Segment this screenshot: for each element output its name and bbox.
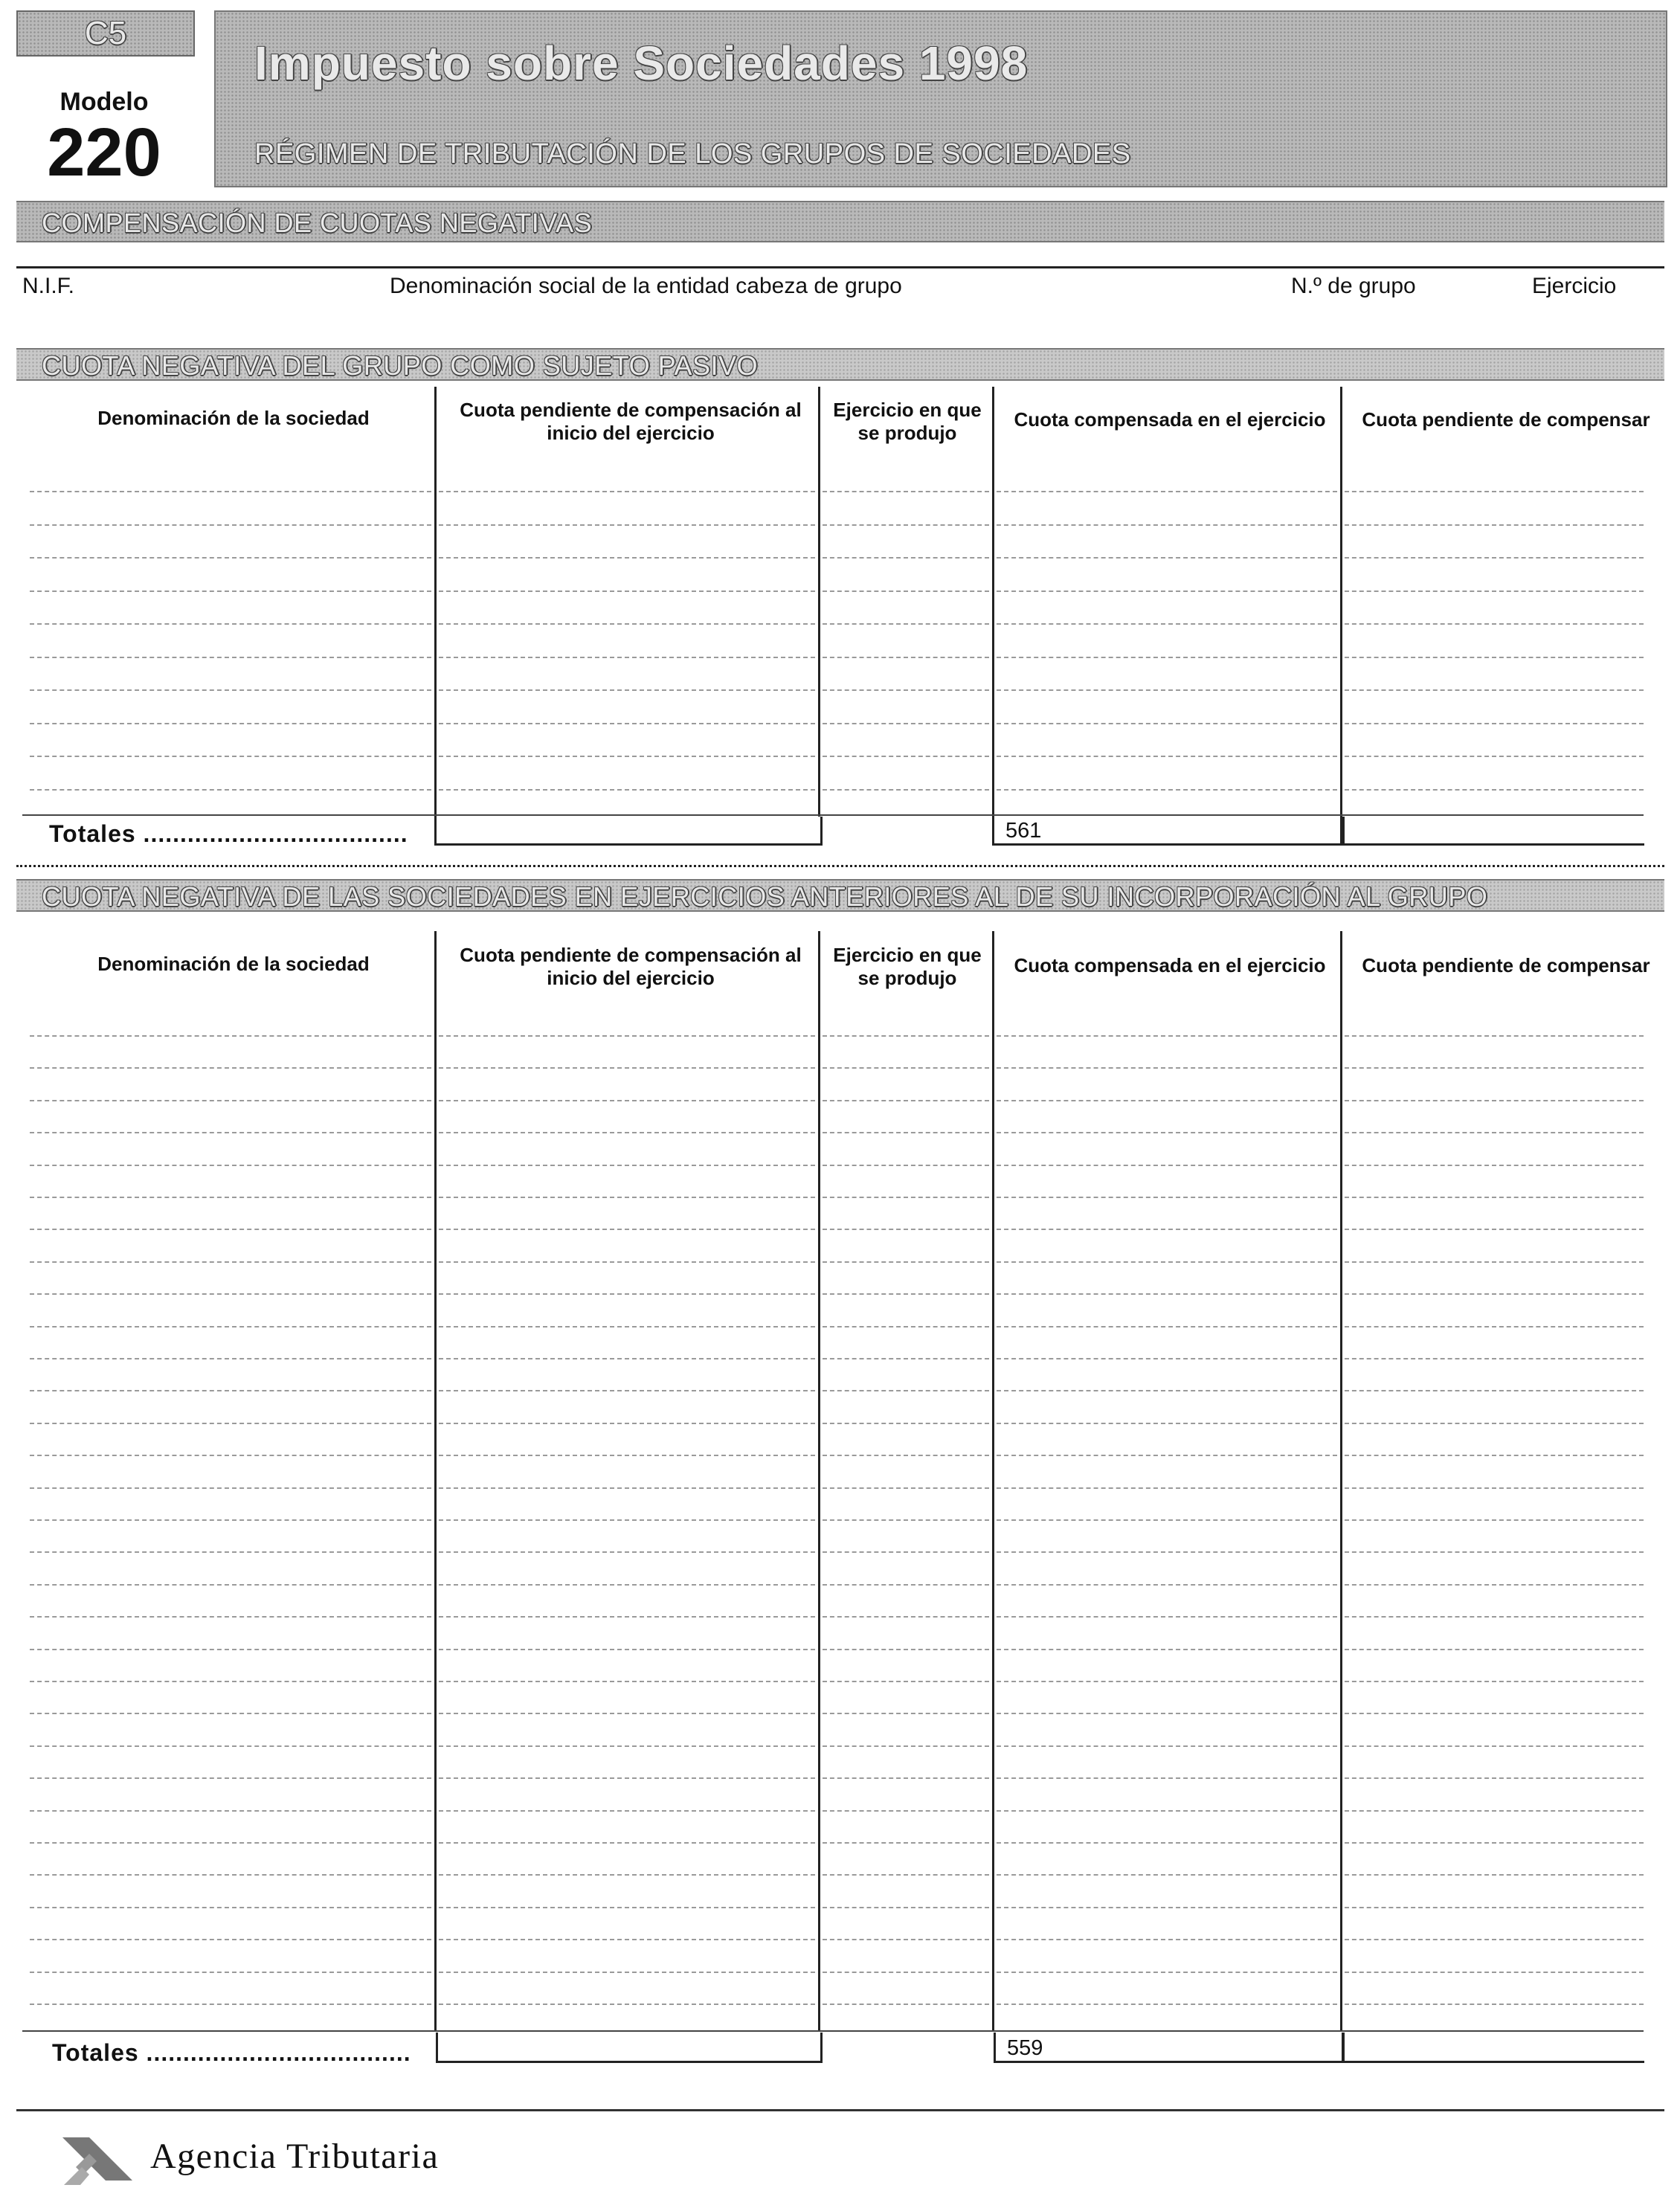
section2-row-29-col-3-field[interactable] bbox=[823, 1939, 989, 1940]
section2-row-13-col-5-field[interactable] bbox=[1345, 1423, 1644, 1424]
form-subtitle: RÉGIMEN DE TRIBUTACIÓN DE LOS GRUPOS DE SOCIEDADES bbox=[254, 138, 1131, 170]
section1-row-2-col-1-field[interactable] bbox=[30, 524, 431, 526]
section2-row-15-col-2-field[interactable] bbox=[439, 1487, 815, 1489]
section1-row-7-col-3-field[interactable] bbox=[823, 689, 989, 691]
section1-row-10-col-2-field[interactable] bbox=[439, 789, 815, 791]
section2-title: CUOTA NEGATIVA DE LAS SOCIEDADES EN EJERCICIOS ANTERIORES AL DE SU INCORPORACIÓN AL GRUPO bbox=[42, 881, 1488, 912]
section2-total-compensada-box[interactable] bbox=[994, 2033, 1345, 2063]
section2-row-16-col-4-field[interactable] bbox=[997, 1519, 1337, 1521]
section2-row-14-col-4-field[interactable] bbox=[997, 1455, 1337, 1456]
section2-row-1-col-2-field[interactable] bbox=[439, 1035, 815, 1037]
modelo-label: Modelo bbox=[59, 88, 149, 116]
section2-row-6-col-3-field[interactable] bbox=[823, 1197, 989, 1198]
section1-row-7-col-4-field[interactable] bbox=[997, 689, 1337, 691]
col-cuota-pendiente-inicio-header: Cuota pendiente de compensación al inicio del ejercicio bbox=[460, 944, 802, 989]
section1-row-2-col-3-field[interactable] bbox=[823, 524, 989, 526]
section2-banner bbox=[16, 879, 1664, 912]
section2-row-22-col-1-field[interactable] bbox=[30, 1713, 431, 1714]
section1-row-4-col-1-field[interactable] bbox=[30, 590, 431, 592]
section2-row-8-col-1-field[interactable] bbox=[30, 1261, 431, 1263]
section1-row-5-col-4-field[interactable] bbox=[997, 623, 1337, 625]
section2-row-22-col-4-field[interactable] bbox=[997, 1713, 1337, 1714]
section1-row-5-col-5-field[interactable] bbox=[1345, 623, 1644, 625]
section2-row-3-col-5-field[interactable] bbox=[1345, 1100, 1644, 1101]
section2-row-7-col-5-field[interactable] bbox=[1345, 1229, 1644, 1230]
section2-total-pendiente-inicio-box[interactable] bbox=[436, 2033, 823, 2063]
section1-row-10-col-3-field[interactable] bbox=[823, 789, 989, 791]
section1-row-4-col-2-field[interactable] bbox=[439, 590, 815, 592]
section2-row-21-col-5-field[interactable] bbox=[1345, 1681, 1644, 1682]
section2-row-3-col-2-field[interactable] bbox=[439, 1100, 815, 1101]
footer-rule bbox=[16, 2109, 1664, 2111]
section1-row-9-col-3-field[interactable] bbox=[823, 756, 989, 757]
section2-row-4-col-2-field[interactable] bbox=[439, 1132, 815, 1133]
section1-totals-code: 561 bbox=[1005, 819, 1042, 843]
section2-row-2-col-3-field[interactable] bbox=[823, 1067, 989, 1069]
section2-row-24-col-5-field[interactable] bbox=[1345, 1777, 1644, 1779]
section2-row-2-col-1-field[interactable] bbox=[30, 1067, 431, 1069]
section1-row-2-col-4-field[interactable] bbox=[997, 524, 1337, 526]
section2-row-28-col-2-field[interactable] bbox=[439, 1907, 815, 1908]
agency-name: Agencia Tributaria bbox=[150, 2137, 440, 2176]
section1-banner bbox=[16, 348, 1664, 381]
section2-row-21-col-1-field[interactable] bbox=[30, 1681, 431, 1682]
section1-row-10-col-5-field[interactable] bbox=[1345, 789, 1644, 791]
form-title: Impuesto sobre Sociedades 1998 bbox=[254, 36, 1029, 90]
section2-row-17-col-1-field[interactable] bbox=[30, 1551, 431, 1553]
section2-row-27-col-4-field[interactable] bbox=[997, 1874, 1337, 1876]
section1-row-9-col-5-field[interactable] bbox=[1345, 756, 1644, 757]
section2-row-30-col-2-field[interactable] bbox=[439, 1972, 815, 1973]
section2-row-5-col-4-field[interactable] bbox=[997, 1165, 1337, 1166]
section2-row-21-col-4-field[interactable] bbox=[997, 1681, 1337, 1682]
section2-row-16-col-3-field[interactable] bbox=[823, 1519, 989, 1521]
form-code: C5 bbox=[84, 15, 127, 51]
section2-row-14-col-1-field[interactable] bbox=[30, 1455, 431, 1456]
section1-col-divider bbox=[818, 387, 820, 817]
section2-row-13-col-2-field[interactable] bbox=[439, 1423, 815, 1424]
section2-row-8-col-4-field[interactable] bbox=[997, 1261, 1337, 1263]
section2-row-1-col-5-field[interactable] bbox=[1345, 1035, 1644, 1037]
section2-row-23-col-3-field[interactable] bbox=[823, 1745, 989, 1747]
section2-row-16-col-1-field[interactable] bbox=[30, 1519, 431, 1521]
section2-row-23-col-2-field[interactable] bbox=[439, 1745, 815, 1747]
section2-row-3-col-3-field[interactable] bbox=[823, 1100, 989, 1101]
section2-row-19-col-2-field[interactable] bbox=[439, 1616, 815, 1618]
section2-row-15-col-5-field[interactable] bbox=[1345, 1487, 1644, 1489]
section2-row-29-col-5-field[interactable] bbox=[1345, 1939, 1644, 1940]
section2-row-18-col-4-field[interactable] bbox=[997, 1584, 1337, 1586]
section2-row-12-col-2-field[interactable] bbox=[439, 1390, 815, 1391]
section1-totals-label: Totales .................................... bbox=[49, 820, 408, 847]
section2-row-24-col-2-field[interactable] bbox=[439, 1777, 815, 1779]
section2-row-4-col-5-field[interactable] bbox=[1345, 1132, 1644, 1133]
section2-row-5-col-2-field[interactable] bbox=[439, 1165, 815, 1166]
section2-row-21-col-3-field[interactable] bbox=[823, 1681, 989, 1682]
section2-row-18-col-5-field[interactable] bbox=[1345, 1584, 1644, 1586]
header-title-panel bbox=[214, 10, 1667, 187]
section2-row-20-col-3-field[interactable] bbox=[823, 1649, 989, 1650]
col-cuota-pendiente-inicio-header: Cuota pendiente de compensación al inicio del ejercicio bbox=[460, 399, 802, 444]
section1-col-divider bbox=[1340, 387, 1342, 817]
section1-total-compensada-box[interactable] bbox=[992, 817, 1345, 846]
section2-row-18-col-3-field[interactable] bbox=[823, 1584, 989, 1586]
section2-row-23-col-5-field[interactable] bbox=[1345, 1745, 1644, 1747]
ejercicio-label: Ejercicio bbox=[1532, 274, 1617, 298]
section2-row-20-col-5-field[interactable] bbox=[1345, 1649, 1644, 1650]
section2-row-1-col-4-field[interactable] bbox=[997, 1035, 1337, 1037]
form-code-box bbox=[16, 10, 195, 57]
section2-row-12-col-3-field[interactable] bbox=[823, 1390, 989, 1391]
section2-row-29-col-4-field[interactable] bbox=[997, 1939, 1337, 1940]
section2-row-23-col-1-field[interactable] bbox=[30, 1745, 431, 1747]
section2-row-5-col-5-field[interactable] bbox=[1345, 1165, 1644, 1166]
section2-row-27-col-1-field[interactable] bbox=[30, 1874, 431, 1876]
section2-row-17-col-4-field[interactable] bbox=[997, 1551, 1337, 1553]
section2-row-28-col-3-field[interactable] bbox=[823, 1907, 989, 1908]
section2-row-9-col-1-field[interactable] bbox=[30, 1293, 431, 1295]
section2-row-11-col-1-field[interactable] bbox=[30, 1358, 431, 1359]
section1-row-1-col-5-field[interactable] bbox=[1345, 491, 1644, 492]
section1-total-pendiente-inicio-box[interactable] bbox=[434, 817, 823, 846]
section2-row-28-col-5-field[interactable] bbox=[1345, 1907, 1644, 1908]
section2-row-9-col-4-field[interactable] bbox=[997, 1293, 1337, 1295]
section2-row-31-col-2-field[interactable] bbox=[439, 2004, 815, 2005]
section2-row-22-col-5-field[interactable] bbox=[1345, 1713, 1644, 1714]
section2-row-31-col-4-field[interactable] bbox=[997, 2004, 1337, 2005]
section1-row-4-col-5-field[interactable] bbox=[1345, 590, 1644, 592]
section2-row-13-col-3-field[interactable] bbox=[823, 1423, 989, 1424]
section1-row-2-col-5-field[interactable] bbox=[1345, 524, 1644, 526]
section2-row-24-col-3-field[interactable] bbox=[823, 1777, 989, 1779]
section2-total-pendiente-compensar-box[interactable] bbox=[1342, 2033, 1644, 2063]
section2-row-11-col-4-field[interactable] bbox=[997, 1358, 1337, 1359]
section2-row-25-col-3-field[interactable] bbox=[823, 1810, 989, 1812]
section2-row-21-col-2-field[interactable] bbox=[439, 1681, 815, 1682]
modelo-number: 220 bbox=[47, 115, 161, 190]
section2-row-10-col-2-field[interactable] bbox=[439, 1326, 815, 1327]
section1-row-1-col-4-field[interactable] bbox=[997, 491, 1337, 492]
section2-row-5-col-1-field[interactable] bbox=[30, 1165, 431, 1166]
col-ejercicio-produjo-header: Ejercicio en que se produjo bbox=[833, 399, 982, 444]
col-denominacion-header: Denominación de la sociedad bbox=[97, 407, 370, 429]
section2-row-31-col-1-field[interactable] bbox=[30, 2004, 431, 2005]
section2-row-12-col-1-field[interactable] bbox=[30, 1390, 431, 1391]
section2-row-20-col-1-field[interactable] bbox=[30, 1649, 431, 1650]
section2-row-17-col-3-field[interactable] bbox=[823, 1551, 989, 1553]
section2-row-18-col-1-field[interactable] bbox=[30, 1584, 431, 1586]
section1-row-3-col-2-field[interactable] bbox=[439, 557, 815, 559]
section1-row-7-col-2-field[interactable] bbox=[439, 689, 815, 691]
section1-row-9-col-1-field[interactable] bbox=[30, 756, 431, 757]
section2-row-26-col-1-field[interactable] bbox=[30, 1842, 431, 1844]
section2-row-28-col-4-field[interactable] bbox=[997, 1907, 1337, 1908]
section2-row-18-col-2-field[interactable] bbox=[439, 1584, 815, 1586]
col-cuota-compensada-header: Cuota compensada en el ejercicio bbox=[1014, 954, 1326, 976]
section2-row-5-col-3-field[interactable] bbox=[823, 1165, 989, 1166]
denominacion-label: Denominación social de la entidad cabeza de grupo bbox=[390, 274, 902, 298]
section2-row-19-col-5-field[interactable] bbox=[1345, 1616, 1644, 1618]
section2-totals-label: Totales .................................... bbox=[52, 2039, 411, 2066]
section1-row-2-col-2-field[interactable] bbox=[439, 524, 815, 526]
section2-row-12-col-5-field[interactable] bbox=[1345, 1390, 1644, 1391]
section2-row-12-col-4-field[interactable] bbox=[997, 1390, 1337, 1391]
section2-row-19-col-3-field[interactable] bbox=[823, 1616, 989, 1618]
section2-col-divider bbox=[992, 931, 994, 2030]
section2-row-7-col-1-field[interactable] bbox=[30, 1229, 431, 1230]
section2-row-2-col-4-field[interactable] bbox=[997, 1067, 1337, 1069]
section2-row-8-col-2-field[interactable] bbox=[439, 1261, 815, 1263]
section2-row-30-col-1-field[interactable] bbox=[30, 1972, 431, 1973]
section1-row-6-col-2-field[interactable] bbox=[439, 657, 815, 658]
section2-row-2-col-5-field[interactable] bbox=[1345, 1067, 1644, 1069]
section1-row-3-col-5-field[interactable] bbox=[1345, 557, 1644, 559]
section2-row-8-col-3-field[interactable] bbox=[823, 1261, 989, 1263]
section2-row-27-col-3-field[interactable] bbox=[823, 1874, 989, 1876]
section2-row-10-col-4-field[interactable] bbox=[997, 1326, 1337, 1327]
section2-row-25-col-2-field[interactable] bbox=[439, 1810, 815, 1812]
section2-row-16-col-2-field[interactable] bbox=[439, 1519, 815, 1521]
section2-row-16-col-5-field[interactable] bbox=[1345, 1519, 1644, 1521]
section2-row-14-col-3-field[interactable] bbox=[823, 1455, 989, 1456]
id-fields-rule bbox=[16, 266, 1664, 268]
section2-row-7-col-4-field[interactable] bbox=[997, 1229, 1337, 1230]
col-cuota-pendiente-compensar-header: Cuota pendiente de compensar bbox=[1362, 408, 1650, 431]
section1-row-3-col-1-field[interactable] bbox=[30, 557, 431, 559]
section2-row-4-col-1-field[interactable] bbox=[30, 1132, 431, 1133]
section2-row-26-col-5-field[interactable] bbox=[1345, 1842, 1644, 1844]
section1-row-9-col-2-field[interactable] bbox=[439, 756, 815, 757]
section2-row-19-col-1-field[interactable] bbox=[30, 1616, 431, 1618]
section1-row-6-col-3-field[interactable] bbox=[823, 657, 989, 658]
section2-row-31-col-5-field[interactable] bbox=[1345, 2004, 1644, 2005]
section2-row-6-col-2-field[interactable] bbox=[439, 1197, 815, 1198]
nif-label: N.I.F. bbox=[22, 274, 75, 298]
section2-row-15-col-3-field[interactable] bbox=[823, 1487, 989, 1489]
section2-row-2-col-2-field[interactable] bbox=[439, 1067, 815, 1069]
section2-row-11-col-3-field[interactable] bbox=[823, 1358, 989, 1359]
section1-row-5-col-1-field[interactable] bbox=[30, 623, 431, 625]
section2-row-26-col-4-field[interactable] bbox=[997, 1842, 1337, 1844]
section2-row-31-col-3-field[interactable] bbox=[823, 2004, 989, 2005]
section2-totals-code: 559 bbox=[1007, 2036, 1043, 2060]
section1-row-10-col-4-field[interactable] bbox=[997, 789, 1337, 791]
col-ejercicio-produjo-header: Ejercicio en que se produjo bbox=[833, 944, 982, 989]
section2-row-10-col-3-field[interactable] bbox=[823, 1326, 989, 1327]
section1-row-1-col-1-field[interactable] bbox=[30, 491, 431, 492]
section2-row-25-col-4-field[interactable] bbox=[997, 1810, 1337, 1812]
section1-row-5-col-2-field[interactable] bbox=[439, 623, 815, 625]
section2-row-9-col-3-field[interactable] bbox=[823, 1293, 989, 1295]
section1-row-6-col-1-field[interactable] bbox=[30, 657, 431, 658]
section1-row-8-col-5-field[interactable] bbox=[1345, 723, 1644, 724]
section2-row-13-col-1-field[interactable] bbox=[30, 1423, 431, 1424]
section2-row-29-col-2-field[interactable] bbox=[439, 1939, 815, 1940]
section2-row-27-col-5-field[interactable] bbox=[1345, 1874, 1644, 1876]
section2-row-17-col-2-field[interactable] bbox=[439, 1551, 815, 1553]
section1-row-5-col-3-field[interactable] bbox=[823, 623, 989, 625]
section2-row-3-col-4-field[interactable] bbox=[997, 1100, 1337, 1101]
section2-col-divider bbox=[1340, 931, 1342, 2030]
section2-row-20-col-2-field[interactable] bbox=[439, 1649, 815, 1650]
section2-row-9-col-2-field[interactable] bbox=[439, 1293, 815, 1295]
section2-row-29-col-1-field[interactable] bbox=[30, 1939, 431, 1940]
section2-row-30-col-5-field[interactable] bbox=[1345, 1972, 1644, 1973]
section2-row-1-col-3-field[interactable] bbox=[823, 1035, 989, 1037]
section-banner-text: COMPENSACIÓN DE CUOTAS NEGATIVAS bbox=[42, 207, 593, 238]
section2-row-1-col-1-field[interactable] bbox=[30, 1035, 431, 1037]
section1-row-6-col-5-field[interactable] bbox=[1345, 657, 1644, 658]
col-denominacion-header: Denominación de la sociedad bbox=[97, 953, 370, 975]
section1-row-1-col-3-field[interactable] bbox=[823, 491, 989, 492]
col-cuota-compensada-header: Cuota compensada en el ejercicio bbox=[1014, 408, 1326, 431]
section1-row-8-col-2-field[interactable] bbox=[439, 723, 815, 724]
section1-col-divider bbox=[434, 387, 437, 817]
section2-row-6-col-1-field[interactable] bbox=[30, 1197, 431, 1198]
section2-row-30-col-4-field[interactable] bbox=[997, 1972, 1337, 1973]
section1-row-4-col-4-field[interactable] bbox=[997, 590, 1337, 592]
section1-row-8-col-4-field[interactable] bbox=[997, 723, 1337, 724]
section2-row-22-col-3-field[interactable] bbox=[823, 1713, 989, 1714]
section1-row-4-col-3-field[interactable] bbox=[823, 590, 989, 592]
section1-title: CUOTA NEGATIVA DEL GRUPO COMO SUJETO PASIVO bbox=[42, 350, 759, 381]
section2-row-30-col-3-field[interactable] bbox=[823, 1972, 989, 1973]
section1-row-9-col-4-field[interactable] bbox=[997, 756, 1337, 757]
section2-row-9-col-5-field[interactable] bbox=[1345, 1293, 1644, 1295]
section2-row-3-col-1-field[interactable] bbox=[30, 1100, 431, 1101]
section1-row-8-col-3-field[interactable] bbox=[823, 723, 989, 724]
section2-row-20-col-4-field[interactable] bbox=[997, 1649, 1337, 1650]
section-banner bbox=[16, 201, 1664, 242]
section2-row-6-col-4-field[interactable] bbox=[997, 1197, 1337, 1198]
section2-row-25-col-5-field[interactable] bbox=[1345, 1810, 1644, 1812]
section1-row-7-col-1-field[interactable] bbox=[30, 689, 431, 691]
section2-row-15-col-4-field[interactable] bbox=[997, 1487, 1337, 1489]
section2-row-22-col-2-field[interactable] bbox=[439, 1713, 815, 1714]
section1-col-divider bbox=[992, 387, 994, 817]
section2-row-13-col-4-field[interactable] bbox=[997, 1423, 1337, 1424]
section1-table-bottom-rule bbox=[22, 814, 1644, 816]
section2-row-17-col-5-field[interactable] bbox=[1345, 1551, 1644, 1553]
section2-row-28-col-1-field[interactable] bbox=[30, 1907, 431, 1908]
section2-table-bottom-rule bbox=[22, 2030, 1644, 2032]
section2-row-19-col-4-field[interactable] bbox=[997, 1616, 1337, 1618]
section2-col-divider bbox=[818, 931, 820, 2030]
section2-row-4-col-4-field[interactable] bbox=[997, 1132, 1337, 1133]
section2-row-6-col-5-field[interactable] bbox=[1345, 1197, 1644, 1198]
section2-row-10-col-5-field[interactable] bbox=[1345, 1326, 1644, 1327]
section2-row-24-col-1-field[interactable] bbox=[30, 1777, 431, 1779]
section1-row-7-col-5-field[interactable] bbox=[1345, 689, 1644, 691]
section2-row-26-col-3-field[interactable] bbox=[823, 1842, 989, 1844]
col-cuota-pendiente-compensar-header: Cuota pendiente de compensar bbox=[1362, 954, 1650, 976]
section2-row-26-col-2-field[interactable] bbox=[439, 1842, 815, 1844]
section2-row-7-col-3-field[interactable] bbox=[823, 1229, 989, 1230]
section1-row-8-col-1-field[interactable] bbox=[30, 723, 431, 724]
section2-row-14-col-5-field[interactable] bbox=[1345, 1455, 1644, 1456]
section2-col-divider bbox=[434, 931, 437, 2030]
section2-row-24-col-4-field[interactable] bbox=[997, 1777, 1337, 1779]
grupo-label: N.º de grupo bbox=[1291, 274, 1416, 298]
section2-row-10-col-1-field[interactable] bbox=[30, 1326, 431, 1327]
section2-row-27-col-2-field[interactable] bbox=[439, 1874, 815, 1876]
section2-row-15-col-1-field[interactable] bbox=[30, 1487, 431, 1489]
agencia-tributaria-logo-icon bbox=[59, 2133, 141, 2186]
section2-row-11-col-2-field[interactable] bbox=[439, 1358, 815, 1359]
section1-row-1-col-2-field[interactable] bbox=[439, 491, 815, 492]
section1-row-10-col-1-field[interactable] bbox=[30, 789, 431, 791]
section2-row-23-col-4-field[interactable] bbox=[997, 1745, 1337, 1747]
section2-row-25-col-1-field[interactable] bbox=[30, 1810, 431, 1812]
section1-end-rule bbox=[16, 865, 1664, 867]
section2-row-8-col-5-field[interactable] bbox=[1345, 1261, 1644, 1263]
section2-row-4-col-3-field[interactable] bbox=[823, 1132, 989, 1133]
section2-row-7-col-2-field[interactable] bbox=[439, 1229, 815, 1230]
section2-row-11-col-5-field[interactable] bbox=[1345, 1358, 1644, 1359]
section1-total-pendiente-compensar-box[interactable] bbox=[1340, 817, 1644, 846]
section1-row-3-col-4-field[interactable] bbox=[997, 557, 1337, 559]
section2-row-14-col-2-field[interactable] bbox=[439, 1455, 815, 1456]
section1-row-3-col-3-field[interactable] bbox=[823, 557, 989, 559]
section1-row-6-col-4-field[interactable] bbox=[997, 657, 1337, 658]
